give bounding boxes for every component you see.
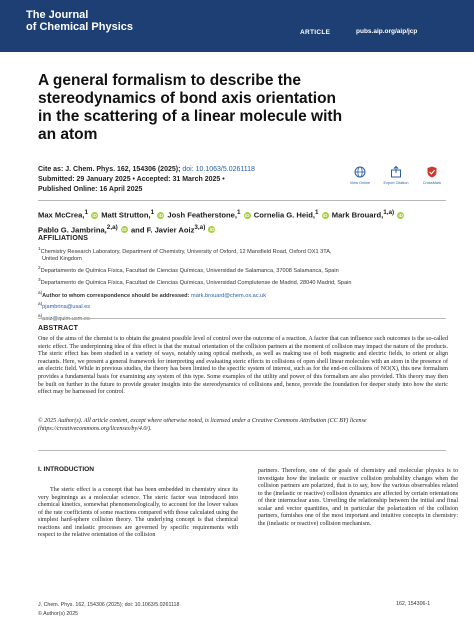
affiliation-mark: 3 (38, 276, 41, 282)
author-name[interactable]: Pablo G. Jambrina, (38, 225, 107, 235)
journal-url-link[interactable]: pubs.aip.org/aip/jcp (356, 28, 418, 35)
affiliation-text: Chemistry Research Laboratory, Department of Chemistry, University of Oxford, 12 Mansfield Road, Oxford OX1 3TA, (40, 248, 332, 255)
affiliation-mark: 2 (38, 265, 41, 271)
orcid-icon[interactable]: iD (92, 212, 97, 218)
affiliation-text: Departamento de Química Física, Facultad de Ciencias Químicas, Universidad Complutense de Madrid, 28040 Madrid, Spain (40, 279, 352, 286)
author-affiliation-mark: 2,a) (106, 223, 118, 231)
license-text: © 2025 Author(s). All article content, except where otherwise noted, is licensed under a Creative Commons Attribution (CC BY) license (https://creativecommons.org/licenses/by/4.0/). (38, 418, 367, 432)
author-line-2 (38, 222, 448, 237)
author-name[interactable]: and F. Javier Aoiz (130, 225, 195, 235)
author-name[interactable]: Mark Brouard, (331, 210, 384, 220)
affiliation-item (38, 276, 448, 287)
doi-link[interactable]: doi: 10.1063/5.0261118 (182, 166, 255, 173)
author-affiliation-mark: 1 (237, 209, 241, 216)
abstract-heading: ABSTRACT (38, 325, 79, 332)
orcid-icon[interactable]: iD (398, 212, 404, 218)
author-name[interactable]: Josh Featherstone, (167, 210, 237, 220)
footer-citation: J. Chem. Phys. 162, 154306 (2025); doi: 10.1063/5.0261118 (38, 602, 180, 608)
divider-line (38, 200, 446, 201)
author-name[interactable]: Matt Strutton, (101, 210, 151, 220)
view-online-icon (354, 166, 366, 178)
email-link[interactable]: mark.brouard@chem.ox.ac.uk (191, 292, 267, 299)
author-name[interactable]: Cornelia G. Heid, (253, 210, 315, 220)
crossmark-label: CrossMark (422, 181, 442, 185)
citation-text: Cite as: J. Chem. Phys. 162, 154306 (2025); (38, 166, 181, 173)
published-date: Published Online: 16 April 2025 (38, 186, 143, 193)
author-affiliation-mark: 1 (314, 209, 319, 216)
affiliation-text: Departamento de Química Física, Facultad de Ciencias Químicas, Universidad de Salamanca, 37008 Salamanca, Spain (40, 267, 339, 274)
section-heading-introduction: I. INTRODUCTION (38, 466, 95, 473)
crossmark-icon (426, 166, 438, 178)
author-line-1 (38, 207, 448, 222)
email-link[interactable]: pjambrina@usal.es (42, 304, 91, 311)
affiliations-list (38, 245, 448, 323)
orcid-icon[interactable]: iD (244, 212, 250, 218)
export-citation-label: Export Citation (383, 181, 409, 185)
page-number: 162, 154306-1 (396, 601, 431, 607)
journal-name[interactable] (26, 9, 133, 33)
orcid-icon[interactable]: iD (122, 227, 127, 233)
author-affiliation-mark: 1,a) (383, 209, 395, 216)
author-affiliation-mark: 1 (150, 209, 155, 216)
footer-copyright: © Author(s) 2025 (38, 610, 79, 617)
author-name[interactable]: Max McCrea, (38, 210, 85, 220)
author-affiliation-mark: 3,a) (194, 223, 206, 231)
article-title: A general formalism to describe the stereodynamics of bond axis orientation in the scattering of a linear molecule with an atom (38, 72, 343, 143)
submission-dates: Submitted: 29 January 2025 • Accepted: 31 March 2025 • (38, 176, 225, 183)
view-online-button[interactable] (346, 166, 374, 185)
article-type-label: ARTICLE (300, 29, 331, 36)
page-footer-left (38, 601, 179, 618)
journal-header-bar (0, 0, 474, 52)
view-online-label: View Online (349, 181, 371, 185)
body-column-right: partners. Therefore, one of the goals of chemistry and molecular physics is to investigate how the inelastic or reactive collision probability changes when the collision partners are polarized, that is to say, how the various observables related to the (inelastic or reactive) collision dynamics are affected by certain orientations of their internuclear axes. Unveiling the relationship between the initial and final scalar and vector quantities, and in particular the polarization of the collision partners, furnishes one of the most important and intuitive concepts in chemistry: the (inelastic or reactive) collision mechanism. (258, 468, 458, 527)
affiliation-item (38, 264, 448, 275)
export-citation-button[interactable] (382, 166, 410, 185)
author-affiliation-mark: 1 (84, 209, 88, 216)
divider-line (38, 318, 446, 319)
orcid-icon[interactable]: iD (209, 227, 215, 233)
affiliations-heading: AFFILIATIONS (38, 235, 89, 242)
corresponding-label: Author to whom correspondence should be addressed: (42, 292, 190, 299)
journal-name-line2: of Chemical Physics (26, 21, 133, 33)
divider-line (38, 450, 446, 451)
orcid-icon[interactable]: iD (322, 212, 328, 218)
abstract-text: One of the aims of the chemist is to obtain the greatest possible level of control over the outcome of a reaction. A factor that can influence such outcomes is the so-called steric effect. The underpinning idea of this effect is that the mutual orientation of the collision partners at the moment of collision may impact the nature of the products. The steric effect has been studied in a variety of ways, notably using optical methods, as well as making use of both magnetic and electric fields, to orient or align reactants. Here, we present a general framework for interpreting and evaluating steric effects in collisions of open shell linear molecules with an atom in the presence of an electric field. While in previous studies, the theory has been limited to the specific system of interest, such as for the end-on collisions of NO(X), this new formalism provides a fundamental basis for examining any system of this type. Some examples of the utility and power of this formalism are also provided. This theory may then be built on further in the future to provide greater insights into the stereodynamics of collisions and, hence, provide the foundation for deeper study into how the steric effect may be harnessed for control. (38, 336, 448, 396)
affiliation-text: United Kingdom (42, 256, 82, 263)
email-line (38, 300, 448, 311)
corresponding-mark: a) (38, 289, 43, 295)
affiliation-item (38, 245, 448, 256)
article-tools (346, 166, 446, 196)
author-list (38, 207, 448, 236)
citation-block (38, 165, 318, 195)
crossmark-button[interactable] (418, 166, 446, 185)
corresponding-mark: a) (38, 312, 43, 318)
orcid-icon[interactable]: iD (158, 212, 163, 218)
affiliation-item (38, 256, 448, 264)
corresponding-mark: a) (38, 301, 43, 307)
body-column-left: The steric effect is a concept that has been embedded in chemistry since its very beginnings as a molecular science. The steric factor was introduced into chemical kinetics, somewhat phenomenologically, to account for the lower values of the rate coefficients of some reactions compared with those calculated using the simplest hard-sphere collision theory. The underlying concept is that chemical reactions and inelastic processes are governed by specific requirements with respect to the relative orientation of the collision (38, 487, 238, 539)
journal-name-line1: The Journal (26, 9, 89, 21)
affiliation-mark: 1 (38, 246, 41, 251)
corresponding-author (38, 289, 448, 300)
export-citation-icon (390, 166, 402, 178)
email-link[interactable]: aoiz@quim.ucm.es (42, 315, 90, 322)
